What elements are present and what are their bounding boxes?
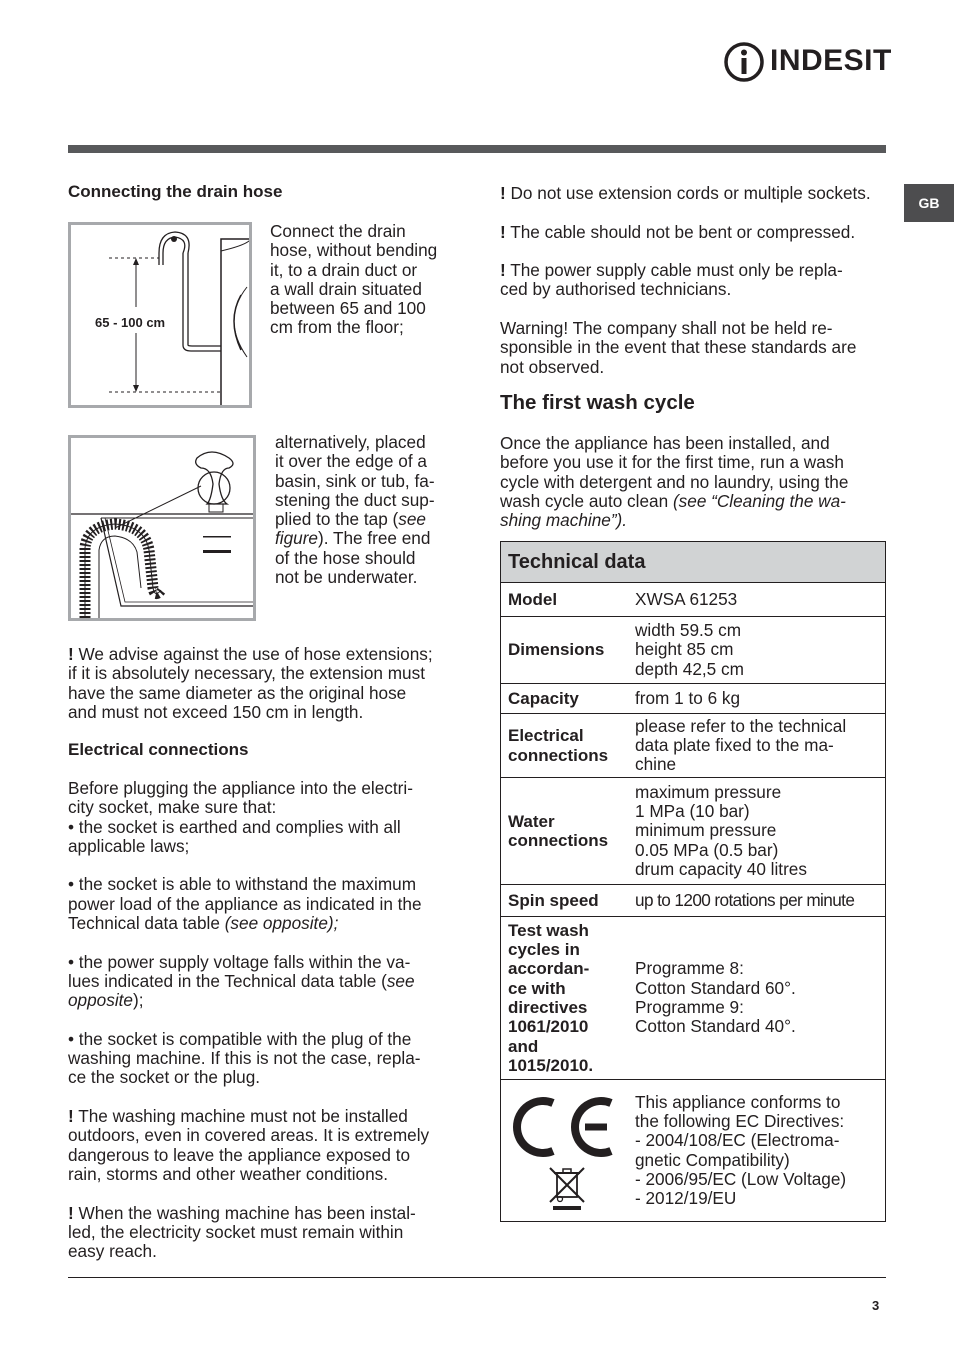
text-span: Do not use extension cords or multiple sockets. (510, 183, 871, 203)
text-line (500, 223, 890, 242)
ce-text (635, 1093, 885, 1209)
value-line: XWSA 61253 (635, 588, 738, 609)
label-line: Model (508, 589, 558, 609)
text-line: it, to a drain duct or (270, 259, 418, 280)
table-row-water (500, 778, 886, 885)
label-line: Dimensions (508, 640, 605, 660)
label-line: connections (508, 831, 609, 850)
first-wash-text (500, 434, 890, 530)
label-line: cycles in (508, 940, 580, 960)
language-tab: GB (904, 184, 954, 222)
text-line: stening the duct sup- (275, 489, 435, 510)
table-row-ce-compliance (500, 1080, 886, 1222)
text-line: not be underwater. (275, 567, 418, 588)
text-italic: see (386, 970, 415, 991)
value-line: - 2004/108/EC (Electroma- (635, 1130, 840, 1151)
text-line: sponsible in the event that these standards are (500, 337, 857, 358)
value-line: data plate fixed to the ma- (635, 734, 834, 755)
drain-text-2 (275, 433, 435, 587)
table-row-spin-speed (500, 885, 886, 917)
text-line: hose, without bending (270, 240, 438, 261)
row-value (635, 717, 885, 775)
text-span: The cable should not be bent or compressed. (510, 221, 856, 242)
text-line: applicable laws; (68, 835, 190, 856)
text-span: ). The free end (318, 528, 431, 549)
row-label (501, 689, 635, 708)
row-value (635, 689, 885, 708)
text-line: cycle with detergent and no laundry, using the (500, 471, 849, 492)
text-line: have the same diameter as the original hose (68, 682, 407, 703)
text-line (68, 991, 468, 1010)
text-line: led, the electricity socket must remain within (68, 1221, 404, 1242)
exclamation-mark: ! (500, 183, 506, 203)
label-line: Water (508, 811, 555, 831)
text-line: Warning! The company shall not be held re- (500, 318, 833, 339)
text-line (500, 184, 890, 203)
text-line: dangerous to leave the appliance exposed to (68, 1144, 411, 1165)
row-value (635, 959, 885, 1036)
value-line: width 59.5 cm (635, 620, 742, 641)
text-line: and must not exceed 150 cm in length. (68, 701, 364, 722)
electrical-text (68, 779, 468, 1261)
table-row-electrical (500, 714, 886, 778)
text-italic: shing machine”). (500, 510, 628, 531)
text-span: Technical data table (68, 913, 225, 934)
header-rule (68, 145, 886, 153)
text-line: ce the socket or the plug. (68, 1067, 261, 1088)
value-line: Programme 9: (635, 997, 744, 1017)
value-line: This appliance conforms to (635, 1091, 841, 1112)
electrical-heading: Electrical connections (68, 740, 249, 759)
label-line: Electrical (508, 726, 584, 746)
value-line: 0.05 MPa (0.5 bar) (635, 839, 779, 860)
text-line: Before plugging the appliance into the electri- (68, 778, 413, 798)
logo-i-icon (722, 40, 766, 84)
value-line: gnetic Compatibility) (635, 1149, 790, 1170)
row-value (635, 783, 885, 879)
text-span: plied to the tap ( (275, 509, 399, 530)
value-line: maximum pressure (635, 781, 782, 802)
table-row-test-cycles (500, 917, 886, 1080)
text-span: ); (132, 990, 144, 1011)
text-line: power load of the appliance as indicated in the (68, 893, 422, 914)
text-italic: (see “Cleaning the wa- (672, 490, 846, 511)
label-line: 1015/2010. (508, 1055, 594, 1075)
page-number: 3 (872, 1298, 880, 1313)
value-line: from 1 to 6 kg (635, 687, 741, 708)
text-line (275, 529, 435, 548)
exclamation-mark: ! (500, 260, 506, 281)
text-italic: see (398, 509, 426, 530)
text-span: We advise against the use of hose extensions; (78, 644, 433, 664)
drain-text-1 (270, 222, 437, 338)
text-line (500, 492, 890, 511)
label-line: directives (508, 998, 588, 1017)
indesit-logo (722, 40, 892, 84)
row-label (501, 640, 635, 659)
text-line: outdoors, even in covered areas. It is extremely (68, 1125, 430, 1146)
text-line: cm from the floor; (270, 317, 404, 338)
drain-height-figure (68, 222, 252, 408)
ce-symbols (501, 1081, 635, 1221)
text-line (68, 972, 468, 991)
text-line: Once the appliance has been installed, and (500, 433, 830, 453)
value-line: the following EC Directives: (635, 1110, 845, 1131)
text-line (68, 914, 468, 933)
value-line: 1 MPa (10 bar) (635, 801, 750, 822)
first-wash-heading: The first wash cycle (500, 391, 695, 414)
label-line: and (508, 1036, 539, 1056)
text-line: • the socket is compatible with the plug of the (68, 1028, 412, 1049)
text-line: between 65 and 100 (270, 298, 426, 319)
table-title: Technical data (500, 541, 886, 583)
row-label (501, 921, 635, 1075)
table-row-dimensions (500, 617, 886, 684)
text-line: easy reach. (68, 1241, 157, 1262)
label-line: Capacity (508, 688, 579, 708)
value-line: - 2012/19/EU (635, 1188, 737, 1209)
label-line: 1061/2010 (508, 1017, 589, 1037)
text-span: lues indicated in the Technical data table ( (68, 970, 387, 991)
text-line: a wall drain situated (270, 278, 422, 299)
text-line: basin, sink or tub, fa- (275, 470, 435, 491)
text-line (500, 261, 890, 280)
text-italic: opposite (68, 990, 133, 1011)
value-line: height 85 cm (635, 639, 734, 660)
brand-name: INDESIT (770, 44, 892, 77)
text-span: wash cycle auto clean (500, 490, 673, 511)
text-line: before you use it for the first time, run a wash (500, 452, 844, 473)
value-line: please refer to the technical (635, 715, 847, 736)
drain-heading: Connecting the drain hose (68, 182, 283, 201)
hose-extension-warning (68, 645, 468, 722)
label-line: accordan- (508, 959, 590, 979)
hose-over-sink-figure (68, 435, 256, 621)
text-line: rain, storms and other weather conditions. (68, 1163, 389, 1184)
exclamation-mark: ! (68, 1202, 74, 1223)
text-line: if it is absolutely necessary, the extension must (68, 663, 425, 684)
footer-rule (68, 1277, 886, 1278)
row-label (501, 590, 635, 609)
value-line: Cotton Standard 60°. (635, 977, 796, 998)
text-line: • the power supply voltage falls within the va- (68, 951, 411, 972)
row-value (635, 891, 885, 910)
text-line: city socket, make sure that: (68, 797, 277, 818)
exclamation-mark: ! (500, 221, 506, 242)
text-line (500, 511, 890, 530)
value-line: depth 42,5 cm (635, 658, 744, 679)
text-line: • the socket is earthed and complies with all (68, 816, 401, 837)
value-line: chine (635, 754, 677, 775)
value-line: minimum pressure (635, 820, 777, 841)
label-line: connections (508, 745, 609, 765)
text-line: not observed. (500, 356, 605, 377)
value-line: drum capacity 40 litres (635, 858, 807, 879)
exclamation-mark: ! (68, 644, 74, 664)
text-line: washing machine. If this is not the case, repla- (68, 1048, 421, 1069)
text-italic: (see opposite); (224, 913, 339, 934)
value-line: - 2006/95/EC (Low Voltage) (635, 1168, 847, 1189)
row-label (501, 726, 635, 765)
text-line: it over the edge of a (275, 451, 427, 472)
text-line: Connect the drain (270, 221, 406, 241)
exclamation-mark: ! (68, 1106, 74, 1127)
row-label (501, 891, 635, 910)
text-span: The power supply cable must only be repla- (510, 260, 843, 281)
text-span: When the washing machine has been instal- (78, 1202, 416, 1223)
value-line: up to 1200 rotations per minute (635, 889, 855, 910)
height-range-label: 65 - 100 cm (95, 315, 166, 330)
text-line: alternatively, placed (275, 432, 426, 452)
text-line: • the socket is able to withstand the maximum (68, 874, 417, 895)
row-label (501, 812, 635, 851)
table-row-capacity (500, 684, 886, 714)
text-line (275, 510, 435, 529)
value-line: Programme 8: (635, 958, 744, 979)
text-line: ced by authorised technicians. (500, 279, 732, 300)
text-line (68, 1204, 468, 1223)
label-line: ce with (508, 978, 566, 998)
label-line: Spin speed (508, 890, 599, 910)
text-italic: figure (275, 528, 318, 549)
text-line (68, 645, 468, 664)
row-value (635, 590, 885, 609)
weee-crossed-bin-icon (547, 1165, 587, 1211)
right-warnings (500, 184, 890, 377)
row-value (635, 621, 885, 679)
text-span: The washing machine must not be installed (78, 1106, 408, 1127)
table-row-model (500, 583, 886, 617)
technical-data-table (500, 541, 886, 1222)
text-line: of the hose should (275, 547, 416, 568)
value-line: Cotton Standard 40°. (635, 1016, 796, 1037)
text-line (68, 1107, 468, 1126)
label-line: Test wash (508, 920, 589, 940)
